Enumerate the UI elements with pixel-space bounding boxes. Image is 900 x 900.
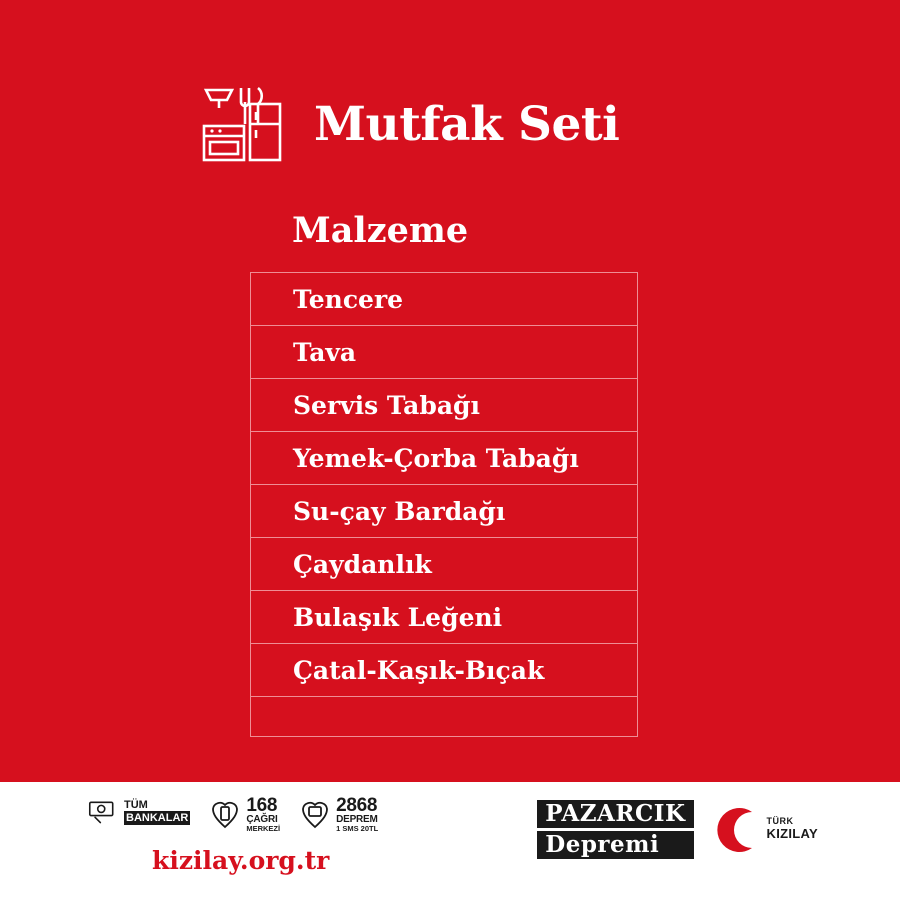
materials-table [250, 272, 638, 737]
table-cell: Yemek-Çorba Tabağı [293, 443, 579, 473]
sms-line2: 1 SMS 20TL [336, 824, 379, 833]
website-url[interactable]: kizilay.org.tr [152, 846, 330, 875]
table-row [251, 432, 637, 485]
table-cell: Bulaşık Leğeni [293, 602, 503, 632]
table-row [251, 485, 637, 538]
footer [0, 782, 900, 900]
sms-line1: DEPREM [336, 814, 378, 825]
header [0, 0, 900, 170]
kizilay-logo [708, 804, 818, 856]
campaign-logo [537, 800, 693, 859]
page-title: Mutfak Seti [314, 96, 620, 152]
table-row-empty [251, 697, 637, 737]
table-cell: Çatal-Kaşık-Bıçak [293, 655, 545, 685]
phone-heart-icon [210, 798, 240, 830]
call-center-line1: ÇAĞRI [246, 814, 278, 825]
table-row [251, 273, 637, 326]
banks-text [124, 799, 190, 825]
campaign-line2: Depremi [537, 831, 693, 859]
banknote-icon [88, 796, 118, 828]
table-cell: Servis Tabağı [293, 390, 480, 420]
call-center-line2: MERKEZİ [246, 824, 281, 833]
table-row [251, 379, 637, 432]
sms-text [336, 796, 378, 833]
table-cell: Su-çay Bardağı [293, 496, 506, 526]
table-row [251, 538, 637, 591]
call-center-number: 168 [246, 795, 278, 816]
brand-line1: TÜRK [766, 816, 794, 827]
sms-donation [300, 796, 378, 833]
table-row [251, 326, 637, 379]
brand-line2: KIZILAY [766, 826, 818, 842]
table-cell: Tencere [293, 284, 404, 314]
footer-contact-group [88, 796, 378, 833]
banks-line2: BANKALAR [126, 812, 189, 824]
footer-brand-group [537, 800, 818, 859]
sms-number: 2868 [336, 795, 378, 816]
sms-heart-icon [300, 798, 330, 830]
materials-table-wrap [250, 210, 638, 737]
call-center [210, 796, 280, 833]
table-row [251, 644, 637, 697]
red-crescent-icon [708, 804, 760, 856]
call-center-text [246, 796, 280, 833]
kizilay-wordmark [767, 817, 818, 841]
donation-banks [88, 796, 190, 828]
table-cell: Çaydanlık [293, 549, 432, 579]
kitchen-icon [196, 78, 288, 170]
banks-line1: TÜM [124, 799, 148, 811]
table-cell: Tava [293, 337, 357, 367]
campaign-line1: PAZARCIK [537, 800, 693, 828]
table-row [251, 591, 637, 644]
table-heading: Malzeme [292, 210, 469, 251]
